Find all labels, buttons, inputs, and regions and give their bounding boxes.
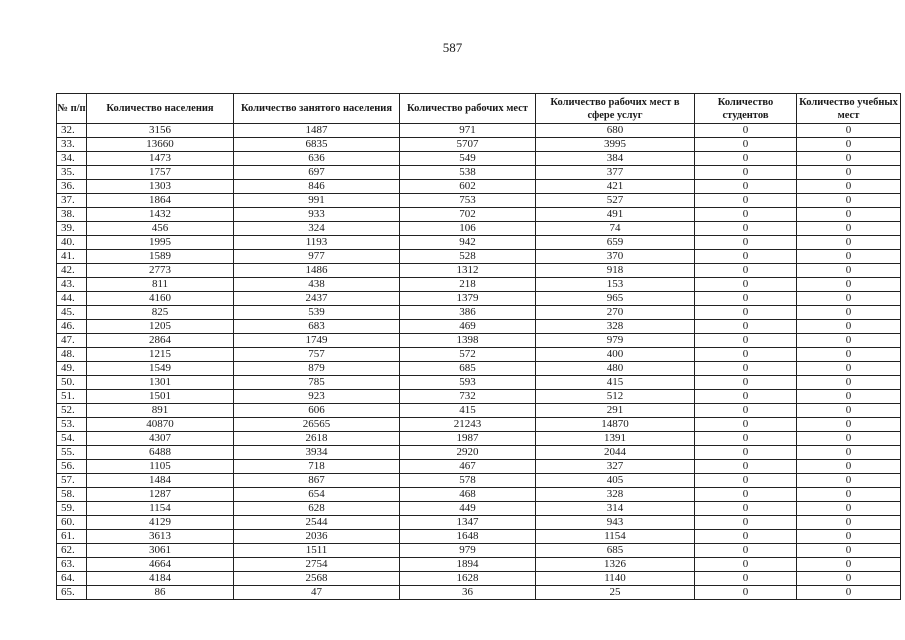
cell-students: 0 (695, 348, 797, 362)
cell-population: 4307 (87, 432, 234, 446)
cell-study-places: 0 (797, 586, 901, 600)
cell-students: 0 (695, 320, 797, 334)
cell-students: 0 (695, 572, 797, 586)
cell-row-number: 47. (57, 334, 87, 348)
data-table (56, 93, 901, 600)
cell-population: 4160 (87, 292, 234, 306)
cell-study-places: 0 (797, 320, 901, 334)
cell-employed-population: 757 (234, 348, 400, 362)
cell-employed-population: 933 (234, 208, 400, 222)
cell-employed-population: 2544 (234, 516, 400, 530)
cell-employed-population: 991 (234, 194, 400, 208)
cell-row-number: 64. (57, 572, 87, 586)
cell-employed-population: 923 (234, 390, 400, 404)
cell-students: 0 (695, 404, 797, 418)
cell-population: 4184 (87, 572, 234, 586)
header-population: Количество населения (87, 94, 234, 124)
cell-population: 1473 (87, 152, 234, 166)
table-row (57, 292, 901, 306)
cell-service-jobs: 328 (536, 488, 695, 502)
cell-row-number: 36. (57, 180, 87, 194)
cell-jobs: 386 (400, 306, 536, 320)
cell-students: 0 (695, 278, 797, 292)
cell-jobs: 685 (400, 362, 536, 376)
cell-row-number: 63. (57, 558, 87, 572)
cell-study-places: 0 (797, 362, 901, 376)
cell-jobs: 1628 (400, 572, 536, 586)
cell-population: 1287 (87, 488, 234, 502)
table-row (57, 418, 901, 432)
cell-row-number: 39. (57, 222, 87, 236)
cell-study-places: 0 (797, 502, 901, 516)
cell-service-jobs: 400 (536, 348, 695, 362)
cell-population: 1484 (87, 474, 234, 488)
table-header (57, 94, 901, 124)
cell-population: 891 (87, 404, 234, 418)
cell-students: 0 (695, 222, 797, 236)
cell-population: 1215 (87, 348, 234, 362)
cell-service-jobs: 377 (536, 166, 695, 180)
cell-service-jobs: 1140 (536, 572, 695, 586)
cell-jobs: 732 (400, 390, 536, 404)
cell-population: 2864 (87, 334, 234, 348)
cell-population: 13660 (87, 138, 234, 152)
cell-study-places: 0 (797, 250, 901, 264)
cell-students: 0 (695, 180, 797, 194)
cell-service-jobs: 270 (536, 306, 695, 320)
table-row (57, 376, 901, 390)
cell-employed-population: 2036 (234, 530, 400, 544)
cell-population: 1757 (87, 166, 234, 180)
cell-students: 0 (695, 376, 797, 390)
page-number: 587 (442, 40, 463, 55)
cell-employed-population: 2568 (234, 572, 400, 586)
cell-population: 3613 (87, 530, 234, 544)
header-students: Количество студентов (695, 94, 797, 124)
cell-study-places: 0 (797, 292, 901, 306)
cell-service-jobs: 74 (536, 222, 695, 236)
cell-population: 1105 (87, 460, 234, 474)
cell-study-places: 0 (797, 264, 901, 278)
cell-jobs: 468 (400, 488, 536, 502)
cell-service-jobs: 480 (536, 362, 695, 376)
cell-students: 0 (695, 362, 797, 376)
cell-students: 0 (695, 432, 797, 446)
cell-row-number: 49. (57, 362, 87, 376)
table-row (57, 306, 901, 320)
cell-employed-population: 2754 (234, 558, 400, 572)
cell-study-places: 0 (797, 124, 901, 138)
cell-row-number: 57. (57, 474, 87, 488)
cell-jobs: 218 (400, 278, 536, 292)
cell-jobs: 702 (400, 208, 536, 222)
cell-employed-population: 1193 (234, 236, 400, 250)
cell-jobs: 1398 (400, 334, 536, 348)
cell-population: 2773 (87, 264, 234, 278)
cell-jobs: 549 (400, 152, 536, 166)
table-row (57, 390, 901, 404)
cell-students: 0 (695, 208, 797, 222)
cell-jobs: 1312 (400, 264, 536, 278)
cell-service-jobs: 384 (536, 152, 695, 166)
table-row (57, 446, 901, 460)
cell-study-places: 0 (797, 558, 901, 572)
cell-row-number: 56. (57, 460, 87, 474)
cell-service-jobs: 512 (536, 390, 695, 404)
cell-study-places: 0 (797, 516, 901, 530)
table-row (57, 334, 901, 348)
cell-students: 0 (695, 250, 797, 264)
cell-row-number: 44. (57, 292, 87, 306)
cell-students: 0 (695, 138, 797, 152)
table-row (57, 544, 901, 558)
cell-service-jobs: 14870 (536, 418, 695, 432)
table-row (57, 320, 901, 334)
cell-row-number: 46. (57, 320, 87, 334)
cell-employed-population: 3934 (234, 446, 400, 460)
header-study-places: Количество учебных мест (797, 94, 901, 124)
table-row (57, 278, 901, 292)
cell-students: 0 (695, 166, 797, 180)
cell-employed-population: 846 (234, 180, 400, 194)
cell-students: 0 (695, 446, 797, 460)
cell-students: 0 (695, 236, 797, 250)
cell-population: 3156 (87, 124, 234, 138)
cell-study-places: 0 (797, 278, 901, 292)
table-row (57, 124, 901, 138)
cell-population: 1303 (87, 180, 234, 194)
cell-row-number: 65. (57, 586, 87, 600)
cell-service-jobs: 659 (536, 236, 695, 250)
header-row (57, 94, 901, 124)
cell-jobs: 1648 (400, 530, 536, 544)
cell-study-places: 0 (797, 572, 901, 586)
cell-population: 4129 (87, 516, 234, 530)
cell-employed-population: 539 (234, 306, 400, 320)
table-row (57, 236, 901, 250)
cell-service-jobs: 1391 (536, 432, 695, 446)
cell-jobs: 5707 (400, 138, 536, 152)
table-row (57, 558, 901, 572)
table-row (57, 488, 901, 502)
table-row (57, 180, 901, 194)
cell-service-jobs: 943 (536, 516, 695, 530)
cell-jobs: 1379 (400, 292, 536, 306)
cell-row-number: 40. (57, 236, 87, 250)
cell-jobs: 467 (400, 460, 536, 474)
cell-jobs: 1894 (400, 558, 536, 572)
cell-row-number: 58. (57, 488, 87, 502)
cell-service-jobs: 685 (536, 544, 695, 558)
cell-employed-population: 654 (234, 488, 400, 502)
cell-jobs: 36 (400, 586, 536, 600)
cell-study-places: 0 (797, 460, 901, 474)
cell-study-places: 0 (797, 194, 901, 208)
cell-jobs: 528 (400, 250, 536, 264)
cell-students: 0 (695, 264, 797, 278)
cell-service-jobs: 25 (536, 586, 695, 600)
cell-population: 40870 (87, 418, 234, 432)
cell-jobs: 106 (400, 222, 536, 236)
cell-employed-population: 2437 (234, 292, 400, 306)
cell-study-places: 0 (797, 474, 901, 488)
table-row (57, 432, 901, 446)
cell-row-number: 37. (57, 194, 87, 208)
cell-students: 0 (695, 460, 797, 474)
cell-employed-population: 867 (234, 474, 400, 488)
cell-population: 1432 (87, 208, 234, 222)
cell-service-jobs: 415 (536, 376, 695, 390)
cell-study-places: 0 (797, 138, 901, 152)
cell-population: 1501 (87, 390, 234, 404)
cell-study-places: 0 (797, 236, 901, 250)
cell-service-jobs: 405 (536, 474, 695, 488)
cell-employed-population: 636 (234, 152, 400, 166)
cell-population: 86 (87, 586, 234, 600)
header-service-jobs: Количество рабочих мест в сфере услуг (536, 94, 695, 124)
cell-students: 0 (695, 586, 797, 600)
cell-study-places: 0 (797, 222, 901, 236)
cell-jobs: 753 (400, 194, 536, 208)
cell-jobs: 578 (400, 474, 536, 488)
cell-service-jobs: 153 (536, 278, 695, 292)
cell-students: 0 (695, 390, 797, 404)
table-row (57, 404, 901, 418)
cell-employed-population: 606 (234, 404, 400, 418)
table-row (57, 586, 901, 600)
cell-study-places: 0 (797, 152, 901, 166)
table-row (57, 166, 901, 180)
cell-students: 0 (695, 334, 797, 348)
cell-students: 0 (695, 544, 797, 558)
cell-study-places: 0 (797, 390, 901, 404)
cell-service-jobs: 2044 (536, 446, 695, 460)
cell-population: 811 (87, 278, 234, 292)
table-row (57, 474, 901, 488)
cell-students: 0 (695, 516, 797, 530)
cell-jobs: 602 (400, 180, 536, 194)
cell-jobs: 538 (400, 166, 536, 180)
table-row (57, 208, 901, 222)
cell-study-places: 0 (797, 306, 901, 320)
cell-jobs: 572 (400, 348, 536, 362)
cell-employed-population: 47 (234, 586, 400, 600)
cell-study-places: 0 (797, 208, 901, 222)
cell-employed-population: 718 (234, 460, 400, 474)
cell-employed-population: 1487 (234, 124, 400, 138)
cell-jobs: 1347 (400, 516, 536, 530)
cell-population: 1864 (87, 194, 234, 208)
cell-row-number: 50. (57, 376, 87, 390)
header-row-number: № п/п (57, 94, 87, 124)
cell-study-places: 0 (797, 404, 901, 418)
cell-row-number: 45. (57, 306, 87, 320)
table-row (57, 222, 901, 236)
cell-service-jobs: 328 (536, 320, 695, 334)
cell-population: 456 (87, 222, 234, 236)
cell-service-jobs: 1326 (536, 558, 695, 572)
cell-study-places: 0 (797, 348, 901, 362)
cell-row-number: 55. (57, 446, 87, 460)
cell-study-places: 0 (797, 544, 901, 558)
cell-service-jobs: 491 (536, 208, 695, 222)
cell-employed-population: 1486 (234, 264, 400, 278)
cell-population: 1301 (87, 376, 234, 390)
table-body (57, 124, 901, 600)
cell-service-jobs: 314 (536, 502, 695, 516)
cell-employed-population: 324 (234, 222, 400, 236)
cell-employed-population: 26565 (234, 418, 400, 432)
cell-students: 0 (695, 292, 797, 306)
cell-service-jobs: 979 (536, 334, 695, 348)
cell-jobs: 942 (400, 236, 536, 250)
cell-students: 0 (695, 124, 797, 138)
cell-jobs: 971 (400, 124, 536, 138)
cell-population: 1589 (87, 250, 234, 264)
table-row (57, 516, 901, 530)
cell-study-places: 0 (797, 488, 901, 502)
cell-row-number: 51. (57, 390, 87, 404)
cell-jobs: 415 (400, 404, 536, 418)
cell-row-number: 32. (57, 124, 87, 138)
cell-service-jobs: 527 (536, 194, 695, 208)
cell-row-number: 42. (57, 264, 87, 278)
cell-jobs: 2920 (400, 446, 536, 460)
cell-students: 0 (695, 418, 797, 432)
cell-jobs: 593 (400, 376, 536, 390)
cell-row-number: 54. (57, 432, 87, 446)
cell-employed-population: 697 (234, 166, 400, 180)
cell-service-jobs: 965 (536, 292, 695, 306)
cell-employed-population: 6835 (234, 138, 400, 152)
table-row (57, 460, 901, 474)
cell-population: 3061 (87, 544, 234, 558)
table-row (57, 138, 901, 152)
table-row (57, 152, 901, 166)
cell-row-number: 62. (57, 544, 87, 558)
cell-study-places: 0 (797, 334, 901, 348)
cell-row-number: 59. (57, 502, 87, 516)
cell-students: 0 (695, 488, 797, 502)
cell-service-jobs: 1154 (536, 530, 695, 544)
cell-study-places: 0 (797, 180, 901, 194)
cell-row-number: 60. (57, 516, 87, 530)
cell-study-places: 0 (797, 530, 901, 544)
cell-service-jobs: 327 (536, 460, 695, 474)
table-row (57, 264, 901, 278)
cell-service-jobs: 918 (536, 264, 695, 278)
cell-employed-population: 628 (234, 502, 400, 516)
cell-students: 0 (695, 558, 797, 572)
cell-study-places: 0 (797, 166, 901, 180)
cell-employed-population: 785 (234, 376, 400, 390)
cell-employed-population: 1749 (234, 334, 400, 348)
cell-students: 0 (695, 502, 797, 516)
cell-row-number: 48. (57, 348, 87, 362)
header-employed-population: Количество занятого населения (234, 94, 400, 124)
cell-jobs: 979 (400, 544, 536, 558)
cell-population: 1995 (87, 236, 234, 250)
cell-service-jobs: 421 (536, 180, 695, 194)
cell-row-number: 38. (57, 208, 87, 222)
cell-employed-population: 2618 (234, 432, 400, 446)
cell-jobs: 449 (400, 502, 536, 516)
cell-population: 825 (87, 306, 234, 320)
table-row (57, 530, 901, 544)
cell-population: 1154 (87, 502, 234, 516)
cell-study-places: 0 (797, 418, 901, 432)
table-row (57, 362, 901, 376)
cell-employed-population: 879 (234, 362, 400, 376)
cell-row-number: 33. (57, 138, 87, 152)
table-row (57, 502, 901, 516)
table-row (57, 194, 901, 208)
cell-row-number: 52. (57, 404, 87, 418)
cell-jobs: 1987 (400, 432, 536, 446)
cell-students: 0 (695, 530, 797, 544)
cell-employed-population: 438 (234, 278, 400, 292)
cell-service-jobs: 3995 (536, 138, 695, 152)
cell-row-number: 34. (57, 152, 87, 166)
cell-study-places: 0 (797, 376, 901, 390)
cell-jobs: 21243 (400, 418, 536, 432)
header-jobs: Количество рабочих мест (400, 94, 536, 124)
cell-row-number: 53. (57, 418, 87, 432)
table-row (57, 572, 901, 586)
cell-students: 0 (695, 152, 797, 166)
cell-row-number: 43. (57, 278, 87, 292)
cell-study-places: 0 (797, 432, 901, 446)
cell-jobs: 469 (400, 320, 536, 334)
cell-service-jobs: 680 (536, 124, 695, 138)
cell-row-number: 41. (57, 250, 87, 264)
cell-students: 0 (695, 194, 797, 208)
cell-students: 0 (695, 306, 797, 320)
cell-population: 4664 (87, 558, 234, 572)
cell-row-number: 35. (57, 166, 87, 180)
cell-students: 0 (695, 474, 797, 488)
cell-study-places: 0 (797, 446, 901, 460)
cell-service-jobs: 291 (536, 404, 695, 418)
cell-employed-population: 977 (234, 250, 400, 264)
cell-employed-population: 1511 (234, 544, 400, 558)
cell-population: 6488 (87, 446, 234, 460)
cell-employed-population: 683 (234, 320, 400, 334)
cell-row-number: 61. (57, 530, 87, 544)
cell-service-jobs: 370 (536, 250, 695, 264)
cell-population: 1549 (87, 362, 234, 376)
table-row (57, 250, 901, 264)
cell-population: 1205 (87, 320, 234, 334)
table-row (57, 348, 901, 362)
